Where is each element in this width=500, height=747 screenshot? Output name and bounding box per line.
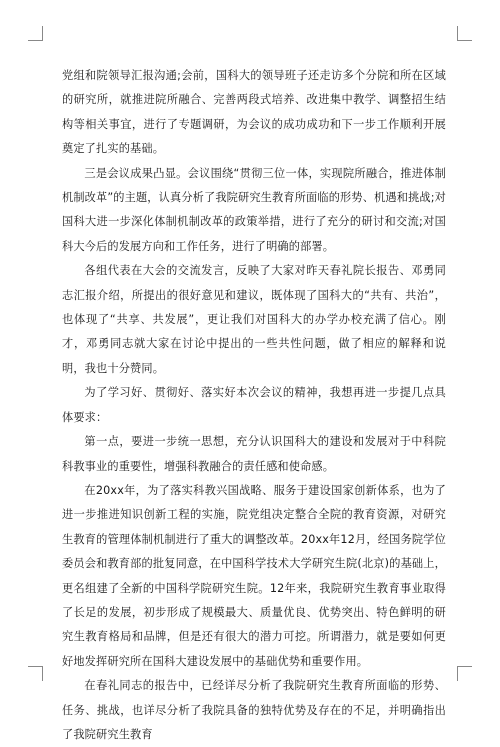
paragraph-1: 党组和院领导汇报沟通;会前，国科大的领导班子还走访多个分院和所在区域的研究所，就推进院所融合、完善两段式培养、改进集中教学、调整招生结构等相关事宜，进行了专题调研，为会议的成功成功和下一步工作顺利开展奠定了扎实的基础。 xyxy=(62,69,446,156)
paragraph-6: 在20xx年，为了落实科教兴国战略、服务于建设国家创新体系，也为了进一步推进知识创新工程的实施，院党组决定整合全院的教育资源，对研究生教育的管理体制机制进行了重大的调整改革。20xx年12月，经国务院学位委员会和教育部的批复同意，在中国科学技术大学研究生院(北京)的基础上，更名组建了全新的中国科学院研究生院。12年来，我院研究生教育事业取得了长足的发展，初步形成了规模最大、质量优良、优势突出、特色鲜明的研究生教育格局和品牌，但是还有很大的潜力可挖。所谓潜力，就是要如何更好地发挥研究所在国科大建设发展中的基础优势和重要作用。 xyxy=(62,483,446,668)
crop-mark-top-left xyxy=(28,26,43,41)
crop-mark-bottom-right xyxy=(457,666,472,681)
paragraph-7: 在春礼同志的报告中，已经详尽分析了我院研究生教育所面临的形势、任务、挑战，也详尽分析了我院具备的独特优势及存在的不足，并明确指出了我院研究生教育 xyxy=(62,679,446,741)
document-body xyxy=(62,64,446,747)
paragraph-4: 为了学习好、贯彻好、落实好本次会议的精神，我想再进一步提几点具体要求： xyxy=(62,386,446,424)
crop-mark-top-right xyxy=(457,26,472,41)
paragraph-2: 三是会议成果凸显。会议围绕“贯彻三位一体，实现院所融合，推进体制机制改革”的主题，认真分析了我院研究生教育所面临的形势、机遇和挑战;对国科大进一步深化体制机制改革的政策举措，进行了充分的研讨和交流;对国科大今后的发展方向和工作任务，进行了明确的部署。 xyxy=(62,166,447,253)
crop-mark-bottom-left xyxy=(28,666,43,681)
paragraph-3: 各组代表在大会的交流发言，反映了大家对昨天春礼院长报告、邓勇同志汇报介绍，所提出的很好意见和建议，既体现了国科大的“共有、共治”，也体现了“共享、共发展”，更让我们对国科大的办学办校充满了信心。刚才，邓勇同志就大家在讨论中提出的一些共性问题，做了相应的解释和说明，我也十分赞同。 xyxy=(62,264,446,375)
paragraph-5: 第一点，要进一步统一思想，充分认识国科大的建设和发展对于中科院科教事业的重要性，增强科教融合的责任感和使命感。 xyxy=(62,435,446,473)
